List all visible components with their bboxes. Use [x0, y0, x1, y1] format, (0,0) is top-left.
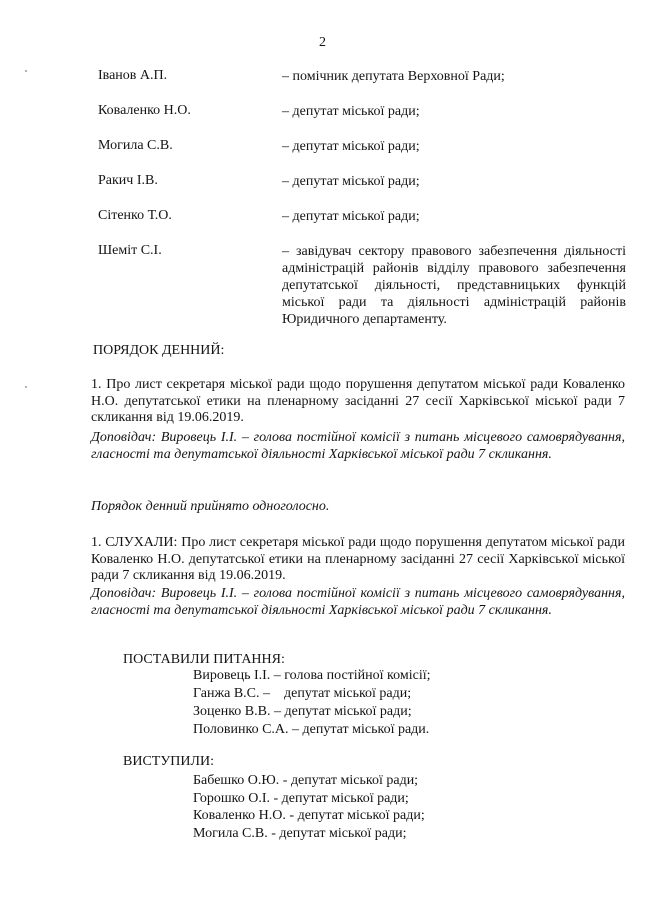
- agenda-item: 1. Про лист секретаря міської ради щодо порушення депутатом міської ради Коваленко Н.О. депутатської етики на пленарному засіданні 27 сесії Харківської міської ради 7 скликання від 19.06.2019.: [91, 377, 625, 425]
- list-item: Горошко О.І. - депутат міської ради;: [193, 790, 409, 806]
- participant-role: – помічник депутата Верховної Ради;: [282, 69, 505, 84]
- page-number: 2: [319, 35, 326, 50]
- participant-role: – депутат міської ради;: [282, 104, 420, 119]
- participant-role: – депутат міської ради;: [282, 174, 420, 189]
- participant-role: – депутат міської ради;: [282, 139, 420, 154]
- list-item: Зоценко В.В. – депутат міської ради;: [193, 704, 412, 719]
- agenda-adopted: Порядок денний прийнято одноголосно.: [91, 499, 330, 514]
- questions-list: [193, 667, 431, 739]
- list-item: Могила С.В. - депутат міської ради;: [193, 825, 407, 841]
- participant-name: Ракич І.В.: [98, 173, 158, 188]
- heard-item: 1. СЛУХАЛИ: Про лист секретаря міської ради щодо порушення депутатом міської ради Коваленко Н.О. депутатської етики на пленарному засіданні 27 сесії Харківської міської ради 7 скликання від 19.06.2019.: [91, 535, 625, 583]
- participant-name: Могила С.В.: [98, 138, 173, 153]
- list-item: Ганжа В.С. – депутат міської ради;: [193, 686, 412, 701]
- agenda-speaker: Доповідач: Вировець І.І. – голова постійної комісії з питань місцевого самоврядування, гласності та депутатської діяльності Харківської міської ради 7 скликання.: [91, 430, 625, 462]
- questions-heading: ПОСТАВИЛИ ПИТАННЯ:: [123, 652, 285, 667]
- speakers-list: [193, 772, 425, 842]
- scan-speck: [25, 386, 27, 388]
- participant-name: Сітенко Т.О.: [98, 208, 172, 223]
- list-item: Вировець І.І. – голова постійної комісії;: [193, 668, 431, 683]
- participant-name: Шеміт С.І.: [98, 243, 162, 258]
- list-item: Коваленко Н.О. - депутат міської ради;: [193, 808, 425, 823]
- agenda-heading: ПОРЯДОК ДЕННИЙ:: [93, 343, 225, 358]
- speakers-heading: ВИСТУПИЛИ:: [123, 754, 214, 769]
- participant-role: – завідувач сектору правового забезпечення діяльності адміністрацій районів відділу правового забезпечення депутатської діяльності, представницьких функцій міської ради та діяльності адміністрацій районів Юридичного департаменту.: [282, 244, 626, 327]
- participant-name: Коваленко Н.О.: [98, 103, 191, 118]
- heard-speaker: Доповідач: Вировець І.І. – голова постійної комісії з питань місцевого самоврядування, гласності та депутатської діяльності Харківської міської ради 7 скликання.: [91, 586, 625, 618]
- participant-role: – депутат міської ради;: [282, 209, 420, 224]
- participant-name: Іванов А.П.: [98, 68, 168, 83]
- scan-speck: [25, 70, 27, 72]
- list-item: Половинко С.А. – депутат міської ради.: [193, 722, 430, 737]
- list-item: Бабешко О.Ю. - депутат міської ради;: [193, 773, 419, 788]
